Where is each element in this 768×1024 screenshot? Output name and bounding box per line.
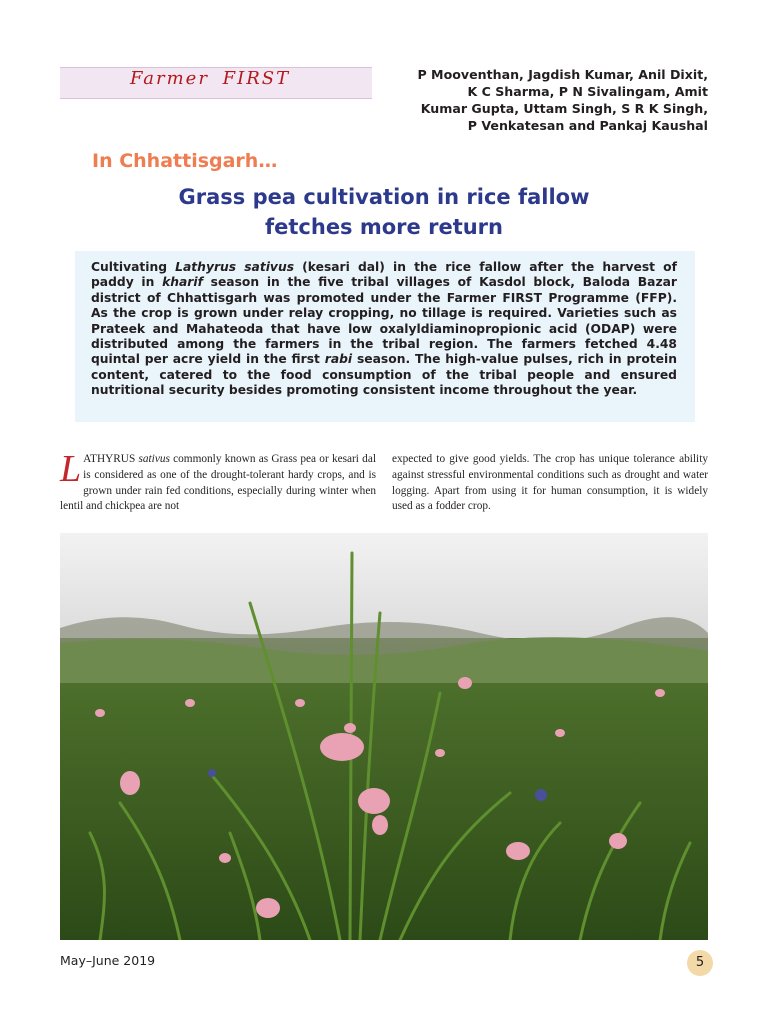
author-line: P Mooventhan, Jagdish Kumar, Anil Dixit,: [417, 67, 708, 82]
body-paragraph: expected to give good yields. The crop has unique tolerance ability against stressful environmental conditions such as drought and water logging. Apart from using it for human consumption, it is widely used as a fodder crop.: [392, 453, 708, 513]
issue-date: May–June 2019: [60, 953, 156, 968]
article-title: [80, 182, 688, 242]
title-line: Grass pea cultivation in rice fallow: [178, 185, 590, 209]
page-number: 5: [687, 950, 713, 976]
author-list: [378, 66, 708, 134]
body-paragraph: LATHYRUS sativus commonly known as Grass pea or kesari dal is considered as one of the drought-tolerant hardy crops, and is grown under rain fed conditions, especially during winter when lentil and chickpea are not: [60, 448, 376, 513]
abstract-box: [75, 251, 695, 422]
article-kicker: In Chhattisgarh…: [92, 150, 278, 172]
section-label: Farmer FIRST: [130, 68, 291, 89]
body-column-left: [60, 448, 376, 515]
grass-pea-field-photo: [60, 533, 708, 940]
body-column-right: [392, 452, 708, 515]
author-line: P Venkatesan and Pankaj Kaushal: [467, 118, 708, 133]
drop-cap: L: [60, 448, 82, 490]
author-line: K C Sharma, P N Sivalingam, Amit: [467, 84, 708, 99]
abstract-text: Cultivating Lathyrus sativus (kesari dal) in the rice fallow after the harvest of paddy in kharif season in the five tribal villages of Kasdol block, Baloda Bazar district of Chhattisgarh was promoted under the Farmer FIRST Programme (FFP). As the crop is grown under relay cropping, no tillage is required. Varieties such as Prateek and Mahateoda that have low oxalyldiaminopropionic acid (ODAP) were distributed among the farmers in the tribal region. The farmers fetched 4.48 quintal per acre yield in the first rabi season. The high-value pulses, rich in protein content, catered to the food consumption of the tribal people and ensured nutritional security besides promoting consistent income throughout the year.: [91, 260, 677, 398]
field-illustration: [60, 533, 708, 940]
title-line: fetches more return: [265, 215, 503, 239]
author-line: Kumar Gupta, Uttam Singh, S R K Singh,: [420, 101, 708, 116]
